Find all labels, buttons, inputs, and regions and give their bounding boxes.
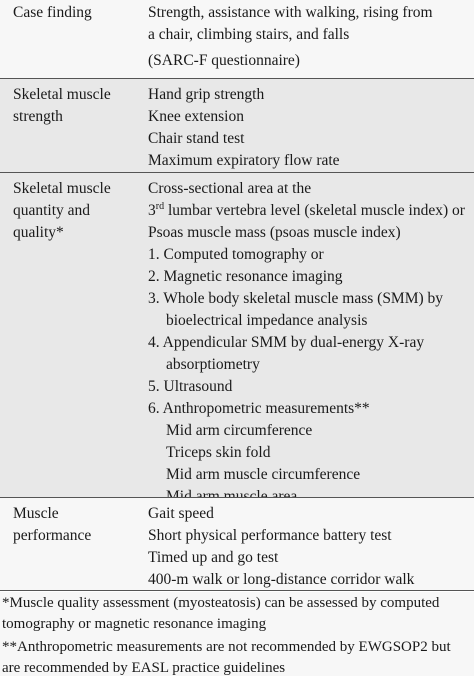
footnote-line: **Anthropometric measurements are not recommended by EWGSOP2 but bbox=[2, 639, 451, 655]
footnote-line: *Muscle quality assessment (myosteatosis) can be assessed by computed bbox=[2, 595, 440, 611]
list-item: Gait speed bbox=[148, 505, 214, 522]
list-item bbox=[148, 200, 468, 222]
table-row-quantity-quality bbox=[0, 173, 474, 497]
row-items bbox=[148, 178, 468, 508]
list-item: absorptiometry bbox=[166, 356, 260, 373]
table-row-performance bbox=[0, 498, 474, 590]
row-category bbox=[13, 178, 133, 244]
list-item: Strength, assistance with walking, rising from bbox=[148, 4, 433, 21]
list-item: 2. Magnetic resonance imaging bbox=[148, 268, 343, 285]
list-item: bioelectrical impedance analysis bbox=[166, 312, 368, 329]
row-items bbox=[148, 503, 468, 591]
list-item: Mid arm muscle circumference bbox=[166, 466, 361, 483]
row-items bbox=[148, 84, 468, 172]
category-label: strength bbox=[13, 108, 63, 125]
list-item: (SARC-F questionnaire) bbox=[148, 52, 300, 69]
list-item: 400-m walk or long-distance corridor walk bbox=[148, 571, 415, 588]
category-label: Muscle bbox=[13, 505, 59, 522]
list-item: Cross-sectional area at the bbox=[148, 180, 312, 197]
row-category bbox=[13, 84, 133, 128]
list-item: Short physical performance battery test bbox=[148, 527, 392, 544]
table-row-strength bbox=[0, 79, 474, 172]
row-category bbox=[13, 2, 133, 24]
list-item: 6. Anthropometric measurements** bbox=[148, 400, 370, 417]
footnote-line: tomography or magnetic resonance imaging bbox=[2, 616, 267, 632]
footnotes bbox=[0, 592, 474, 676]
list-item: Chair stand test bbox=[148, 130, 245, 147]
row-items bbox=[148, 2, 468, 72]
category-label: Case finding bbox=[13, 4, 92, 21]
table-bottom-rule bbox=[0, 590, 474, 591]
list-item: Timed up and go test bbox=[148, 549, 279, 566]
list-item: 1. Computed tomography or bbox=[148, 246, 324, 263]
list-item: Maximum expiratory flow rate bbox=[148, 152, 340, 169]
list-item: a chair, climbing stairs, and falls bbox=[148, 26, 350, 43]
footnote bbox=[2, 593, 474, 635]
list-item: Mid arm circumference bbox=[166, 422, 313, 439]
list-item: Psoas muscle mass (psoas muscle index) bbox=[148, 224, 401, 241]
list-item: Hand grip strength bbox=[148, 86, 265, 103]
footnote bbox=[2, 637, 474, 679]
item-text: lumbar vertebra level (skeletal muscle index) or bbox=[164, 202, 465, 219]
row-category bbox=[13, 503, 133, 547]
table-row-case-finding bbox=[0, 0, 474, 78]
list-item: 3. Whole body skeletal muscle mass (SMM) by bbox=[148, 290, 444, 307]
list-item: Knee extension bbox=[148, 108, 244, 125]
ordinal-number: 3 bbox=[148, 202, 156, 219]
ordinal-suffix: rd bbox=[155, 200, 165, 212]
category-label: Skeletal muscle bbox=[13, 180, 111, 197]
list-item: 4. Appendicular SMM by dual-energy X-ray bbox=[148, 334, 425, 351]
list-item: 5. Ultrasound bbox=[148, 378, 233, 395]
category-label: quality* bbox=[13, 224, 64, 241]
footnote-line: are recommended by EASL practice guidelines bbox=[2, 660, 286, 676]
category-label: Skeletal muscle bbox=[13, 86, 111, 103]
list-item: Triceps skin fold bbox=[166, 444, 271, 461]
category-label: quantity and bbox=[13, 202, 91, 219]
category-label: performance bbox=[13, 527, 92, 544]
